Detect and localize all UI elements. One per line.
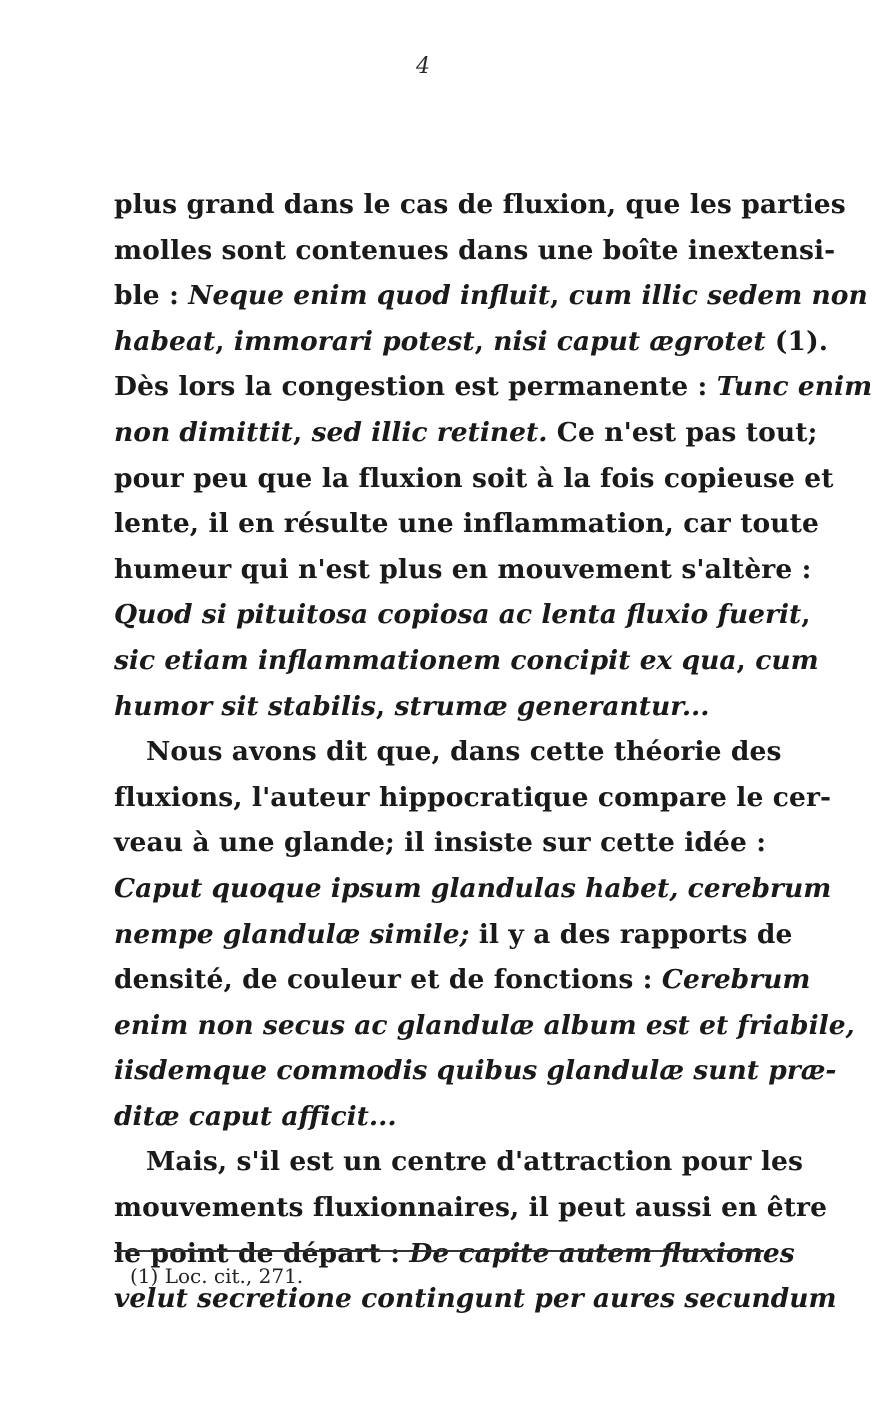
latin-quote-run: humor sit stabilis xyxy=(114,690,376,722)
text-run: pour peu que la fluxion soit à la fois copieuse et xyxy=(114,462,834,494)
text-line xyxy=(114,228,836,274)
footnote-rule xyxy=(114,1250,764,1252)
text-run: densité, de couleur et de fonctions : xyxy=(114,964,662,996)
text-run: , xyxy=(292,416,312,448)
text-run: lente, il en résulte une inflammation, car toute xyxy=(114,508,819,540)
text-run: il y a des rapports de xyxy=(469,918,793,950)
latin-quote-run: Tunc enim xyxy=(716,371,872,403)
text-line xyxy=(114,638,819,684)
text-run: ble : xyxy=(114,280,189,312)
text-run: veau à une glande; il insiste sur cette idée : xyxy=(114,827,767,859)
text-line xyxy=(114,1185,828,1231)
latin-quote-run: cum illic sedem non xyxy=(568,280,868,312)
text-line xyxy=(114,592,811,638)
latin-quote-run: Caput quoque ipsum glandulas habet, cerebrum xyxy=(114,872,832,904)
text-line xyxy=(114,273,868,319)
text-run: Mais, s'il est un centre d'attraction pour les xyxy=(146,1146,804,1178)
latin-quote-run: habeat xyxy=(114,325,216,357)
text-run: plus grand dans le cas de fluxion, que les parties xyxy=(114,189,846,220)
text-line xyxy=(114,182,846,228)
text-run: , xyxy=(215,325,234,357)
text-line xyxy=(114,456,834,502)
text-run: , xyxy=(474,325,494,357)
latin-quote-run: Cerebrum xyxy=(661,964,811,996)
latin-quote-run: ditæ caput afficit... xyxy=(114,1100,397,1132)
text-run: Ce n'est pas tout; xyxy=(547,416,818,448)
page-number: 4 xyxy=(416,54,430,79)
latin-quote-run: non dimittit xyxy=(114,416,293,448)
text-line xyxy=(114,1003,855,1049)
text-run: , xyxy=(375,690,395,722)
text-run: , xyxy=(736,644,756,676)
text-line xyxy=(114,1094,764,1140)
latin-quote-run: sed illic retinet. xyxy=(311,416,548,448)
latin-quote-run: nempe glandulæ simile; xyxy=(114,918,470,950)
latin-quote-run: iisdemque commodis quibus glandulæ sunt præ- xyxy=(114,1055,837,1087)
latin-quote-run: nisi caput ægrotet xyxy=(493,325,766,357)
text-line xyxy=(114,364,872,410)
text-run: , xyxy=(801,599,811,631)
latin-quote-run: sic etiam inflammationem concipit ex qua xyxy=(114,644,737,676)
text-line xyxy=(114,1048,837,1094)
text-line xyxy=(114,319,829,365)
text-line xyxy=(114,729,782,775)
latin-quote-run: De capite autem fluxiones xyxy=(409,1237,795,1269)
text-line xyxy=(114,684,764,730)
text-line xyxy=(114,775,832,821)
text-run: fluxions, l'auteur hippocratique compare le cer- xyxy=(114,781,832,813)
text-run: humeur qui n'est plus en mouvement s'altère : xyxy=(114,553,812,585)
text-line xyxy=(114,957,811,1003)
latin-quote-run: immorari potest xyxy=(233,325,475,357)
text-run: mouvements fluxionnaires, il peut aussi en être xyxy=(114,1192,828,1224)
text-line xyxy=(114,820,767,866)
text-run: (1). xyxy=(765,325,829,357)
text-line xyxy=(114,912,793,958)
latin-quote-run: Quod si pituitosa copiosa ac lenta fluxio fuerit xyxy=(114,599,802,631)
text-line xyxy=(114,547,812,593)
footnote: (1) Loc. cit., 271. xyxy=(130,1264,304,1288)
body-text xyxy=(114,182,872,1322)
latin-quote-run: Neque enim quod influit xyxy=(188,280,551,312)
text-run: Nous avons dit que, dans cette théorie des xyxy=(146,736,782,768)
latin-quote-run: velut secretione contingunt per aures secundum xyxy=(114,1283,837,1315)
latin-quote-run: enim non secus ac glandulæ album est et friabile, xyxy=(114,1009,855,1041)
latin-quote-run: strumæ generantur... xyxy=(394,690,710,722)
text-line xyxy=(114,1139,804,1185)
latin-quote-run: cum xyxy=(755,644,819,676)
text-run: Dès lors la congestion est permanente : xyxy=(114,371,717,403)
text-line xyxy=(114,501,819,547)
text-line xyxy=(114,866,832,912)
text-run: , xyxy=(550,280,569,312)
text-run: molles sont contenues dans une boîte inextensi- xyxy=(114,234,836,266)
text-line xyxy=(114,410,818,456)
text-run: le point de départ : xyxy=(114,1237,410,1269)
